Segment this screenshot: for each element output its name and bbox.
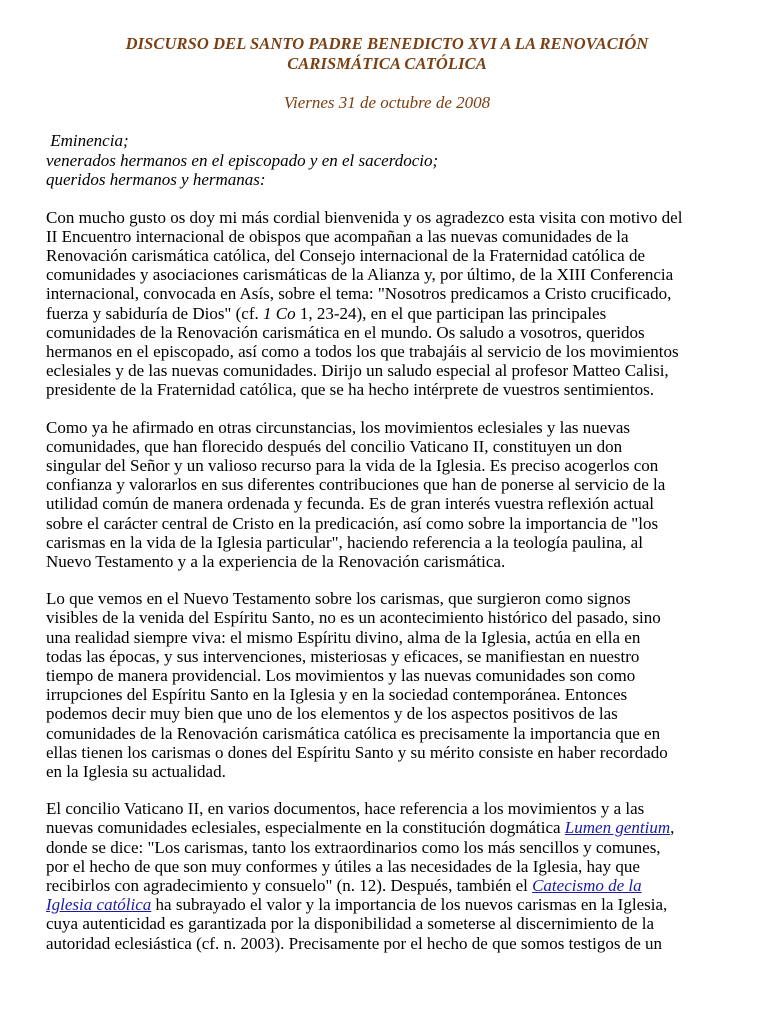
text-line <box>46 304 728 323</box>
paragraph-1 <box>46 208 728 400</box>
text-line: sobre el carácter central de Cristo en la predicación, así como sobre la importancia de "los <box>46 513 659 533</box>
catecismo-link-continued[interactable]: Iglesia católica <box>46 895 152 915</box>
text-line: presidente de la Fraternidad católica, que se ha hecho intérprete de vuestros sentimientos. <box>46 380 654 400</box>
text-line: una realidad siempre viva: el mismo Espíritu divino, alma de la Iglesia, actúa en ella en <box>46 627 641 647</box>
text-line: comunidades de la Renovación carismática católica es precisamente la importancia que en <box>46 723 661 743</box>
text-line: tiempo de manera providencial. Los movimientos y las nuevas comunidades son como <box>46 665 636 685</box>
text-line: autoridad eclesiástica (cf. n. 2003). Precisamente por el hecho de que somos testigos de un <box>46 933 663 953</box>
document-page <box>46 34 728 953</box>
text-line: en la Iglesia su actualidad. <box>46 761 226 781</box>
text-line: por el hecho de que son muy conformes y útiles a las necesidades de la Iglesia, hay que <box>46 856 640 876</box>
text-line: ellas tienen los carismas o dones del Espíritu Santo y su mérito consiste en haber recordado <box>46 742 668 762</box>
text-line: eclesiales y de las nuevas comunidades. Dirijo un saludo especial al profesor Matteo Calisi, <box>46 361 669 381</box>
text-line <box>46 818 728 837</box>
text-segment: recibirlos con agradecimiento y consuelo" (n. 12). Después, también el <box>46 876 533 895</box>
lumen-gentium-link[interactable]: Lumen gentium <box>564 818 671 838</box>
text-line: irrupciones del Espíritu Santo en la Iglesia y en la sociedad contemporánea. Entonces <box>46 685 628 705</box>
paragraph-4 <box>46 799 728 953</box>
text-line: comunidades y asociaciones carismáticas de la Alianza y, por último, de la XIII Conferencia <box>46 265 674 285</box>
paragraph-2 <box>46 418 728 572</box>
text-segment: 1, 23-24), en el que participan las principales <box>295 303 607 323</box>
text-line: singular del Señor y un valioso recurso para la vida de la Iglesia. Es preciso acogerlos con <box>46 455 659 475</box>
title-line-2: CARISMÁTICA CATÓLICA <box>287 54 487 73</box>
paragraph-3 <box>46 589 728 781</box>
text-line <box>46 876 728 895</box>
salutation-line: Eminencia; <box>46 131 129 150</box>
text-line: El concilio Vaticano II, en varios documentos, hace referencia a los movimientos y a las <box>46 799 645 819</box>
text-line: comunidades, que han florecido después del concilio Vaticano II, constituyen un don <box>46 436 623 456</box>
text-line: Con mucho gusto os doy mi más cordial bienvenida y os agradezco esta visita con motivo del <box>46 207 683 227</box>
text-segment: ha subrayado el valor y la importancia de los nuevos carismas en la Iglesia, <box>151 895 668 915</box>
text-line: Nuevo Testamento y a la experiencia de la Renovación carismática. <box>46 551 506 571</box>
text-segment: nuevas comunidades eclesiales, especialmente en la constitución dogmática <box>46 818 565 838</box>
salutation-line: queridos hermanos y hermanas: <box>46 170 266 189</box>
text-line: donde se dice: "Los carismas, tanto los extraordinarios como los más sencillos y comunes, <box>46 837 661 857</box>
text-line: utilidad común de manera ordenada y fecunda. Es de gran interés vuestra reflexión actual <box>46 494 654 514</box>
document-title <box>46 34 728 74</box>
text-line: internacional, convocada en Asís, sobre el tema: "Nosotros predicamos a Cristo crucificado, <box>46 284 672 304</box>
text-line: Como ya he afirmado en otras circunstancias, los movimientos eclesiales y las nuevas <box>46 417 630 437</box>
text-line: podemos decir muy bien que uno de los elementos y de los aspectos positivos de las <box>46 704 618 724</box>
text-line: visibles de la venida del Espíritu Santo, no es un acontecimiento histórico del pasado, sino <box>46 608 661 628</box>
salutation-line: venerados hermanos en el episcopado y en el sacerdocio; <box>46 150 439 170</box>
text-line: Lo que vemos en el Nuevo Testamento sobre los carismas, que surgieron como signos <box>46 589 631 609</box>
salutation <box>46 131 728 190</box>
bible-reference: 1 Co <box>263 303 296 323</box>
text-line: hermanos en el episcopado, así como a todos los que trabajáis al servicio de los movimientos <box>46 341 679 361</box>
text-line <box>46 895 728 914</box>
text-line: carismas en la vida de la Iglesia particular", haciendo referencia a la teología paulina, al <box>46 532 643 552</box>
text-line: II Encuentro internacional de obispos que acompañan a las nuevas comunidades de la <box>46 226 629 246</box>
text-line: cuya autenticidad es garantizada por la disponibilidad a someterse al discernimiento de la <box>46 914 654 934</box>
document-date: Viernes 31 de octubre de 2008 <box>283 93 491 112</box>
text-line: Renovación carismática católica, del Consejo internacional de la Fraternidad católica de <box>46 245 645 265</box>
text-line: comunidades de la Renovación carismática en el mundo. Os saludo a vosotros, queridos <box>46 322 645 342</box>
title-line-1: DISCURSO DEL SANTO PADRE BENEDICTO XVI A LA RENOVACIÓN <box>125 34 649 53</box>
catecismo-link[interactable]: Catecismo de la <box>532 876 642 895</box>
text-line: todas las épocas, y sus intervenciones, misteriosas y eficaces, se manifiestan en nuestro <box>46 646 640 666</box>
text-segment: , <box>670 818 675 838</box>
text-segment: fuerza y sabiduría de Dios" (cf. <box>46 303 263 323</box>
text-line: confianza y valorarlos en sus diferentes contribuciones que han de ponerse al servicio de la <box>46 475 666 495</box>
